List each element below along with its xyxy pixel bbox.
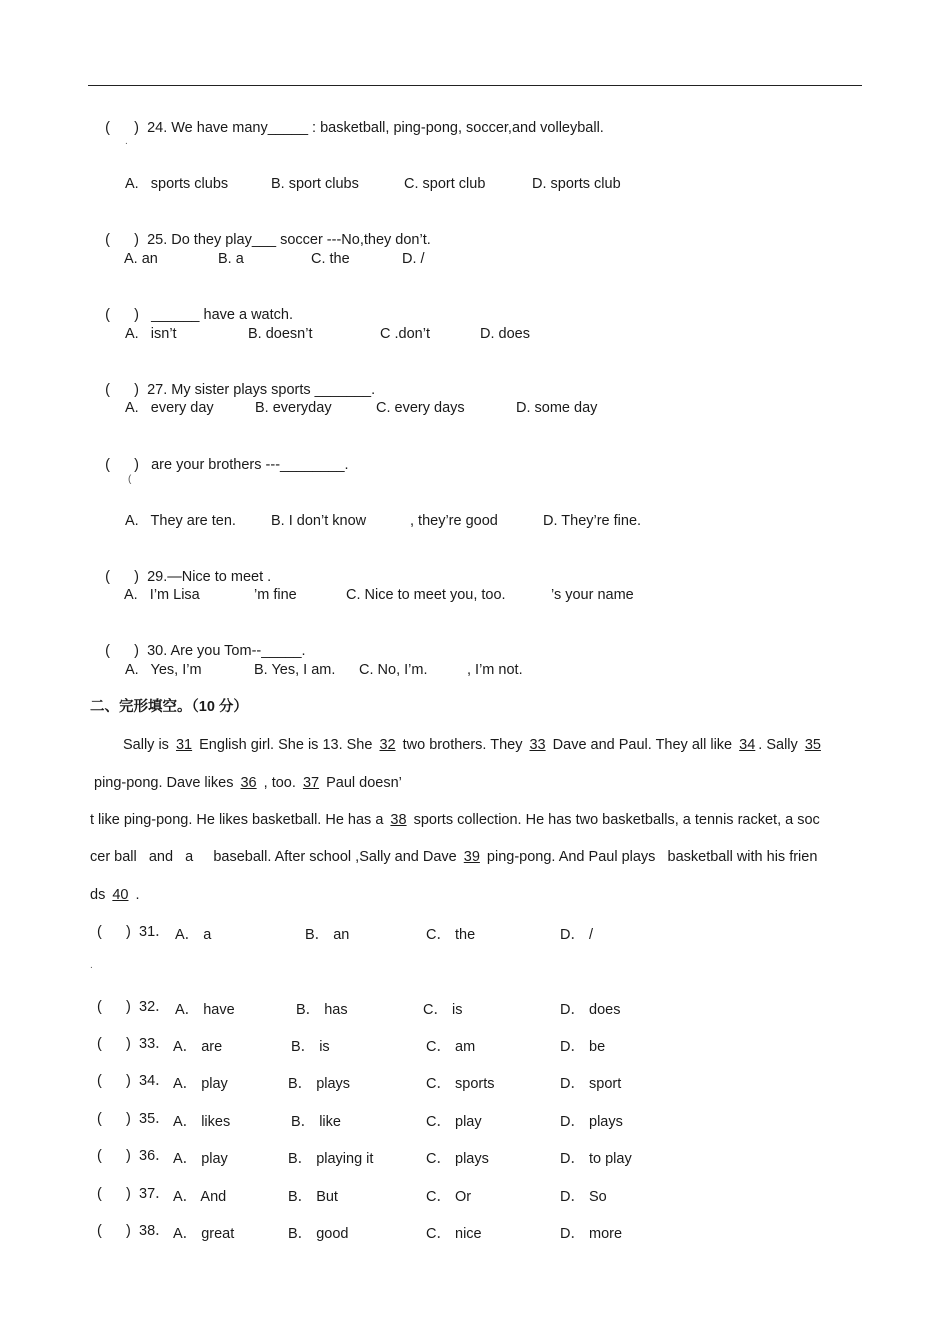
option-b[interactable]: B. Yes, I am.	[254, 662, 336, 678]
question-stem: 30. Are you Tom--_____.	[147, 643, 306, 659]
option-b[interactable]: B. doesn’t	[248, 326, 313, 342]
cloze-question-37	[97, 1185, 170, 1203]
passage-text: Paul doesn’	[322, 775, 402, 791]
option-b[interactable]: B． But	[288, 1189, 338, 1205]
question-number: 34．	[139, 1073, 170, 1089]
passage-line-4	[90, 848, 817, 866]
option-d[interactable]: D． be	[560, 1039, 606, 1055]
question-30	[97, 624, 306, 660]
question-stem: 25. Do they play___ soccer ---No,they don’t.	[147, 232, 431, 248]
option-c[interactable]: C. No, I’m.	[359, 662, 428, 678]
option-a[interactable]: A. an	[124, 251, 158, 267]
cloze-question-34	[97, 1072, 170, 1090]
passage-text: . Sally	[758, 737, 802, 753]
option-a[interactable]: A. sports clubs	[125, 176, 229, 192]
option-a[interactable]: A． great	[173, 1226, 235, 1242]
cloze-question-36	[97, 1147, 170, 1165]
question-stem: ______ have a watch.	[147, 307, 293, 323]
header-rule	[88, 85, 862, 86]
option-d[interactable]: D. some day	[516, 400, 598, 416]
question-25	[97, 213, 431, 249]
option-d[interactable]: D． So	[560, 1189, 607, 1205]
passage-text: t like ping-pong. He likes basketball. He has a	[90, 812, 388, 828]
option-a[interactable]: A． a	[175, 927, 212, 943]
option-b[interactable]: B. a	[218, 251, 244, 267]
option-c[interactable]: C. Nice to meet you, too.	[346, 587, 506, 603]
option-b[interactable]: ’m fine	[254, 587, 297, 603]
answer-parentheses[interactable]: ( )	[105, 307, 139, 323]
question-stem: 29.—Nice to meet .	[147, 569, 272, 585]
question-stem: 24. We have many_____ : basketball, ping-pong, soccer,and volleyball.	[147, 120, 604, 136]
question-28	[97, 438, 349, 474]
option-d[interactable]: D． more	[560, 1226, 623, 1242]
cloze-question-35	[97, 1110, 170, 1128]
option-d[interactable]: D． sport	[560, 1076, 622, 1092]
answer-parentheses[interactable]: ( )	[105, 457, 139, 473]
option-a[interactable]: A． play	[173, 1151, 228, 1167]
option-b[interactable]: B． good	[288, 1226, 349, 1242]
option-c[interactable]: C. the	[311, 251, 350, 267]
passage-text: Sally is	[123, 737, 173, 753]
option-d[interactable]: D. sports club	[532, 176, 621, 192]
option-c[interactable]: C． is	[423, 1002, 463, 1018]
question-number: 38．	[139, 1223, 170, 1239]
option-c[interactable]: C. sport club	[404, 176, 486, 192]
option-a[interactable]: A. I’m Lisa	[124, 587, 200, 603]
option-a[interactable]: A． are	[173, 1039, 223, 1055]
option-c[interactable]: C． Or	[426, 1189, 472, 1205]
option-c[interactable]: C .don’t	[380, 326, 430, 342]
option-d[interactable]: D. They’re fine.	[543, 513, 642, 529]
answer-parentheses[interactable]: ( )	[97, 999, 131, 1015]
blank-40[interactable]: 40	[112, 887, 129, 903]
option-c[interactable]: C． play	[426, 1114, 482, 1130]
option-b[interactable]: B． has	[296, 1002, 348, 1018]
option-b[interactable]: B. sport clubs	[271, 176, 359, 192]
answer-parentheses[interactable]: ( )	[105, 232, 139, 248]
option-d[interactable]: D． to play	[560, 1151, 632, 1167]
passage-text: Dave and Paul. They all like	[548, 737, 737, 753]
passage-line-1	[123, 736, 824, 754]
option-d[interactable]: D． /	[560, 927, 594, 943]
stray-mark: (	[128, 474, 132, 485]
question-number: 33．	[139, 1036, 170, 1052]
question-stem: are your brothers ---________.	[147, 457, 349, 473]
passage-text: cer ball and a baseball. After school ,Sally and Dave	[90, 849, 461, 865]
blank-31[interactable]: 31	[175, 737, 193, 753]
question-stem: 27. My sister plays sports _______.	[147, 382, 376, 398]
blank-39[interactable]: 39	[463, 849, 480, 865]
option-d[interactable]: D. /	[402, 251, 425, 267]
blank-36[interactable]: 36	[240, 775, 257, 791]
option-d[interactable]: D． plays	[560, 1114, 623, 1130]
blank-34[interactable]: 34	[739, 737, 756, 753]
passage-line-2	[94, 774, 402, 792]
option-a[interactable]: A. They are ten.	[125, 513, 236, 529]
question-26	[97, 288, 293, 324]
option-c[interactable]: C. every days	[376, 400, 465, 416]
option-d[interactable]: D． does	[560, 1002, 621, 1018]
answer-parentheses[interactable]: ( )	[97, 1036, 131, 1052]
option-d[interactable]: D. does	[480, 326, 530, 342]
answer-parentheses[interactable]: ( )	[105, 120, 139, 136]
passage-text: ping-pong. And Paul plays basketball with his frien	[482, 849, 818, 865]
option-d[interactable]: ’s your name	[551, 587, 634, 603]
option-b[interactable]: B． like	[291, 1114, 341, 1130]
passage-text: sports collection. He has two basketballs, a tennis racket, a soc	[409, 812, 820, 828]
passage-text: ping-pong. Dave likes	[94, 775, 238, 791]
question-29	[97, 550, 271, 586]
stray-mark: .	[90, 960, 93, 971]
option-c[interactable]: C． the	[426, 927, 476, 943]
blank-32[interactable]: 32	[379, 737, 396, 753]
answer-parentheses[interactable]: ( )	[97, 1111, 131, 1127]
option-a[interactable]: A. isn’t	[125, 326, 177, 342]
passage-text: .	[131, 887, 140, 903]
blank-35[interactable]: 35	[804, 737, 821, 753]
option-b[interactable]: B． plays	[288, 1076, 351, 1092]
passage-text: English girl. She is 13. She	[195, 737, 377, 753]
cloze-question-32	[97, 998, 170, 1016]
option-c[interactable]: C． plays	[426, 1151, 489, 1167]
answer-parentheses[interactable]: ( )	[97, 1073, 131, 1089]
answer-parentheses[interactable]: ( )	[97, 1186, 131, 1202]
question-number: 32．	[139, 999, 170, 1015]
question-number: 35．	[139, 1111, 170, 1127]
answer-parentheses[interactable]: ( )	[105, 643, 139, 659]
option-a[interactable]: A． have	[175, 1002, 235, 1018]
option-b[interactable]: B． playing it	[288, 1151, 374, 1167]
question-27	[97, 363, 375, 399]
answer-parentheses[interactable]: ( )	[105, 382, 139, 398]
option-b[interactable]: B． an	[305, 927, 350, 943]
question-number: 37．	[139, 1186, 170, 1202]
question-number: 31．	[139, 924, 170, 940]
passage-text: ds	[90, 887, 110, 903]
option-a[interactable]: A． play	[173, 1076, 228, 1092]
option-a[interactable]: A． And	[173, 1189, 227, 1205]
option-b[interactable]: B． is	[291, 1039, 330, 1055]
passage-text: , too.	[259, 775, 300, 791]
option-a[interactable]: A. Yes, I’m	[125, 662, 202, 678]
cloze-question-33	[97, 1035, 170, 1053]
option-b[interactable]: B. everyday	[255, 400, 332, 416]
option-c[interactable]: C． sports	[426, 1076, 495, 1092]
question-24	[97, 101, 604, 137]
passage-line-5	[90, 886, 140, 904]
section-heading: 二、完形填空。（10 分）	[90, 699, 248, 715]
option-b[interactable]: B. I don’t know	[271, 513, 367, 529]
stray-mark: .	[125, 136, 128, 147]
question-number: 36．	[139, 1148, 170, 1164]
option-c[interactable]: , they’re good	[410, 513, 498, 529]
cloze-question-38	[97, 1222, 170, 1240]
option-c[interactable]: C． nice	[426, 1226, 482, 1242]
passage-text: two brothers. They	[398, 737, 527, 753]
option-a[interactable]: A. every day	[125, 400, 214, 416]
answer-parentheses[interactable]: ( )	[97, 924, 131, 940]
blank-38[interactable]: 38	[390, 812, 407, 828]
option-c[interactable]: C． am	[426, 1039, 476, 1055]
option-a[interactable]: A． likes	[173, 1114, 231, 1130]
option-d[interactable]: , I’m not.	[467, 662, 523, 678]
cloze-question-31	[97, 923, 170, 941]
blank-33[interactable]: 33	[529, 737, 546, 753]
blank-37[interactable]: 37	[302, 775, 320, 791]
passage-line-3	[90, 811, 820, 829]
answer-parentheses[interactable]: ( )	[97, 1223, 131, 1239]
answer-parentheses[interactable]: ( )	[105, 569, 139, 585]
answer-parentheses[interactable]: ( )	[97, 1148, 131, 1164]
